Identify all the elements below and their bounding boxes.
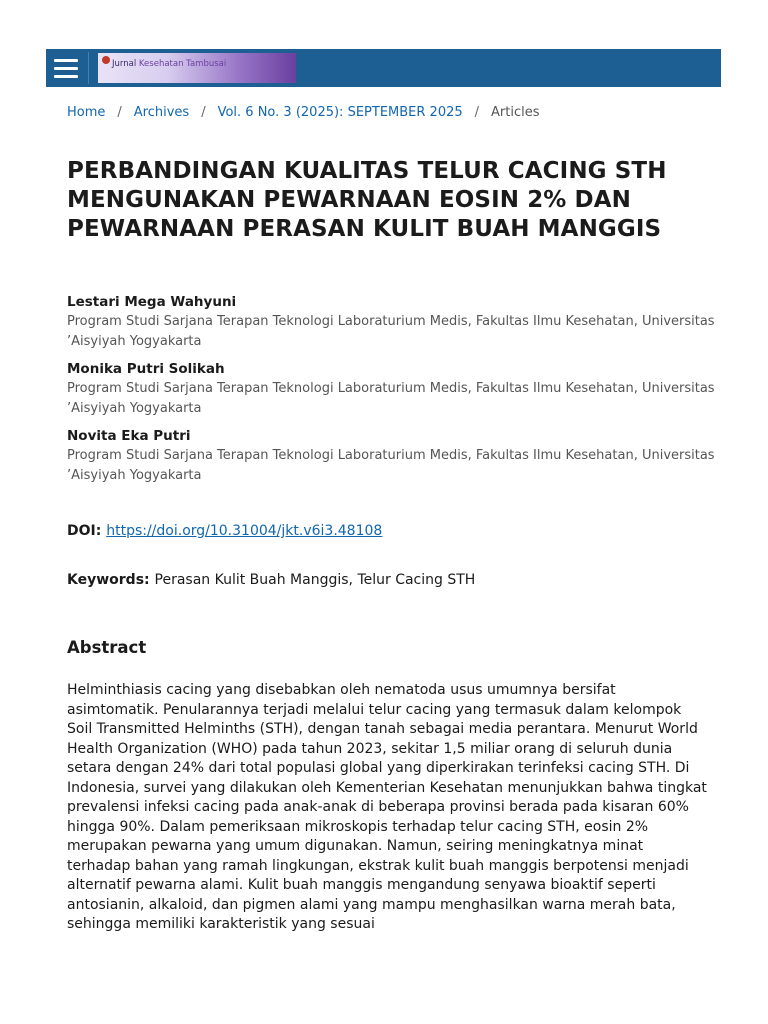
- author-name: Novita Eka Putri: [67, 428, 191, 444]
- author-name: Monika Putri Solikah: [67, 361, 225, 377]
- author-entry: [67, 360, 717, 418]
- journal-logo[interactable]: [98, 53, 296, 83]
- author-affiliation: Program Studi Sarjana Terapan Teknologi Laboraturium Medis, Fakultas Ilmu Kesehatan, Universitas ’Aisyiyah Yogyakarta: [67, 381, 715, 416]
- abstract-heading: Abstract: [67, 638, 147, 657]
- author-entry: [67, 427, 717, 485]
- hamburger-icon-line: [54, 59, 78, 62]
- breadcrumb-current: Articles: [491, 105, 540, 120]
- doi-link[interactable]: https://doi.org/10.31004/jkt.v6i3.48108: [106, 523, 383, 539]
- abstract-text: Helminthiasis cacing yang disebabkan oleh nematoda usus umumnya bersifat asimtomatik. Penularannya terjadi melalui telur cacing yang termasuk dalam kelompok Soil Transmitted Helminths (STH), dengan tanah sebagai media perantara. Menurut World Health Organization (WHO) pada tahun 2023, sekitar 1,5 miliar orang di seluruh dunia setara dengan 24% dari total populasi global yang diperkirakan terinfeksi cacing STH. Di Indonesia, survei yang dilakukan oleh Kementerian Kesehatan menunjukkan bahwa tingkat prevalensi infeksi cacing pada anak-anak di beberapa provinsi berada pada kisaran 60% hingga 90%. Dalam pemeriksaan mikroskopis terhadap telur cacing STH, eosin 2% merupakan pewarna yang umum digunakan. Namun, seiring meningkatnya minat terhadap bahan yang ramah lingkungan, ekstrak kulit buah manggis berpotensi menjadi alternatif pewarna alami. Kulit buah manggis mengandung senyawa bioaktif seperti antosianin, alkaloid, dan pigmen alami yang mampu menghasilkan warna merah bata, sehingga memiliki karakteristik yang sesuai: [67, 682, 707, 932]
- doi-label: DOI:: [67, 523, 107, 539]
- logo-title: Jurnal Kesehatan Tambusai: [112, 59, 227, 69]
- author-list: [67, 293, 717, 494]
- breadcrumb-issue-link[interactable]: Vol. 6 No. 3 (2025): SEPTEMBER 2025: [217, 105, 463, 120]
- hamburger-icon-line: [54, 75, 78, 78]
- author-affiliation: Program Studi Sarjana Terapan Teknologi Laboraturium Medis, Fakultas Ilmu Kesehatan, Universitas ’Aisyiyah Yogyakarta: [67, 448, 715, 483]
- keywords-value: Perasan Kulit Buah Manggis, Telur Cacing STH: [154, 572, 476, 588]
- hamburger-menu-button[interactable]: [46, 49, 86, 87]
- article-title: PERBANDINGAN KUALITAS TELUR CACING STH MENGUNAKAN PEWARNAAN EOSIN 2% DAN PEWARNAAN PERASAN KULIT BUAH MANGGIS: [67, 158, 667, 242]
- breadcrumb-archives-link[interactable]: Archives: [133, 105, 190, 120]
- keywords-section: [67, 570, 475, 590]
- doi-section: [67, 521, 382, 541]
- author-affiliation: Program Studi Sarjana Terapan Teknologi Laboraturium Medis, Fakultas Ilmu Kesehatan, Universitas ’Aisyiyah Yogyakarta: [67, 314, 715, 349]
- top-navigation-bar: [46, 49, 721, 87]
- hamburger-icon-line: [54, 67, 78, 70]
- breadcrumb: [67, 105, 540, 120]
- author-name: Lestari Mega Wahyuni: [67, 294, 237, 310]
- breadcrumb-separator: /: [201, 105, 206, 120]
- logo-emblem-icon: [102, 56, 110, 64]
- keywords-label: Keywords:: [67, 572, 155, 588]
- breadcrumb-separator: /: [474, 105, 480, 120]
- breadcrumb-separator: /: [117, 105, 122, 120]
- bar-divider: [88, 52, 89, 84]
- author-entry: [67, 293, 717, 351]
- breadcrumb-home-link[interactable]: Home: [67, 105, 106, 120]
